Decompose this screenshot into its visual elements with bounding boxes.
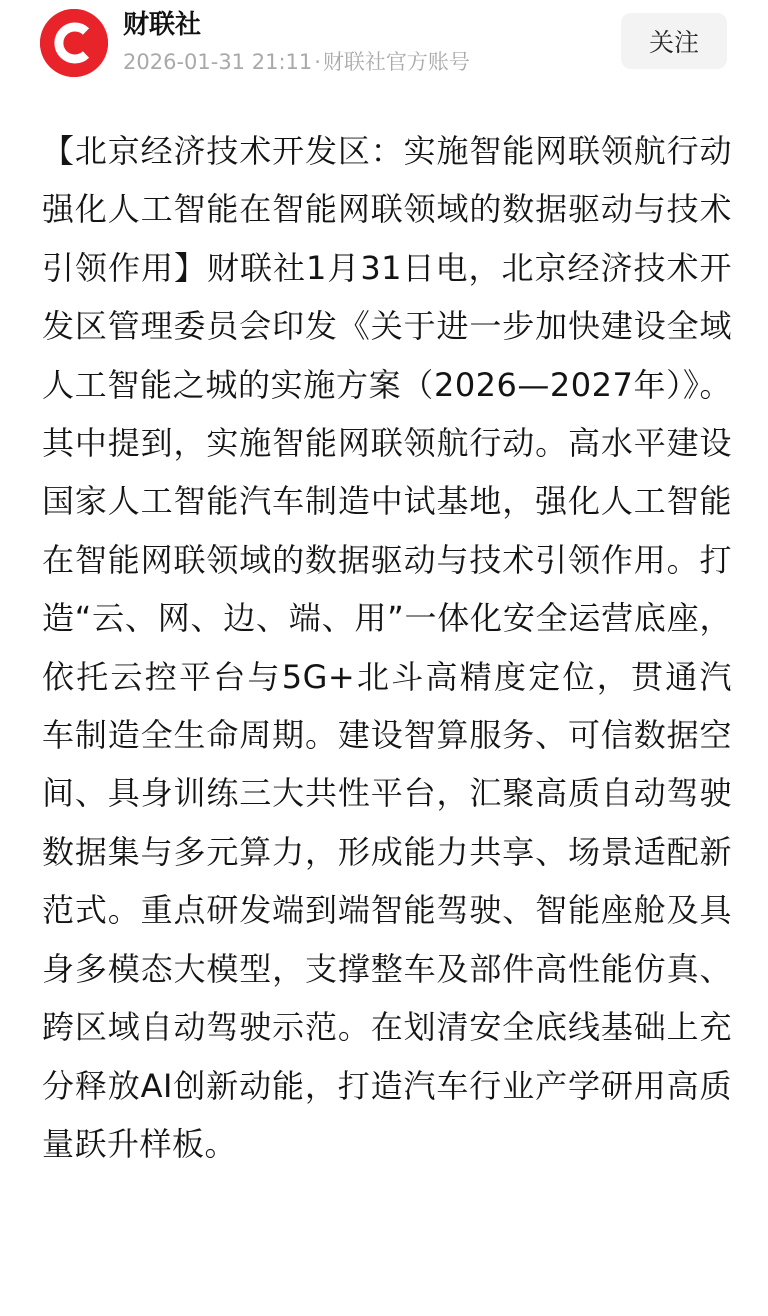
author-name[interactable]: 财联社 bbox=[123, 10, 202, 40]
article-body: 【北京经济技术开发区：实施智能网联领航行动 强化人工智能在智能网联领域的数据驱动与技术引领作用】财联社1月31日电，北京经济技术开发区管理委员会印发《关于进一步加快建设全域人工智能之城的实施方案（2026—2027年）》。其中提到，实施智能网联领航行动。高水平建设国家人工智能汽车制造中试基地，强化人工智能在智能网联领域的数据驱动与技术引领作用。打造“云、网、边、端、用”一体化安全运营底座，依托云控平台与5G+北斗高精度定位，贯通汽车制造全生命周期。建设智算服务、可信数据空间、具身训练三大共性平台，汇聚高质自动驾驶数据集与多元算力，形成能力共享、场景适配新范式。重点研发端到端智能驾驶、智能座舱及具身多模态大模型，支撑整车及部件高性能仿真、跨区域自动驾驶示范。在划清安全底线基础上充分释放AI创新动能，打造汽车行业产学研用高质量跃升样板。 bbox=[42, 132, 732, 1163]
article-header bbox=[0, 0, 768, 90]
avatar[interactable] bbox=[40, 9, 108, 77]
post-date: 2026-01-31 21:11 bbox=[123, 50, 313, 74]
post-meta bbox=[123, 48, 470, 76]
post-source: 财联社官方账号 bbox=[322, 50, 470, 74]
follow-button[interactable]: 关注 bbox=[621, 13, 727, 69]
cls-logo-icon bbox=[40, 9, 108, 77]
meta-separator: · bbox=[314, 50, 321, 74]
